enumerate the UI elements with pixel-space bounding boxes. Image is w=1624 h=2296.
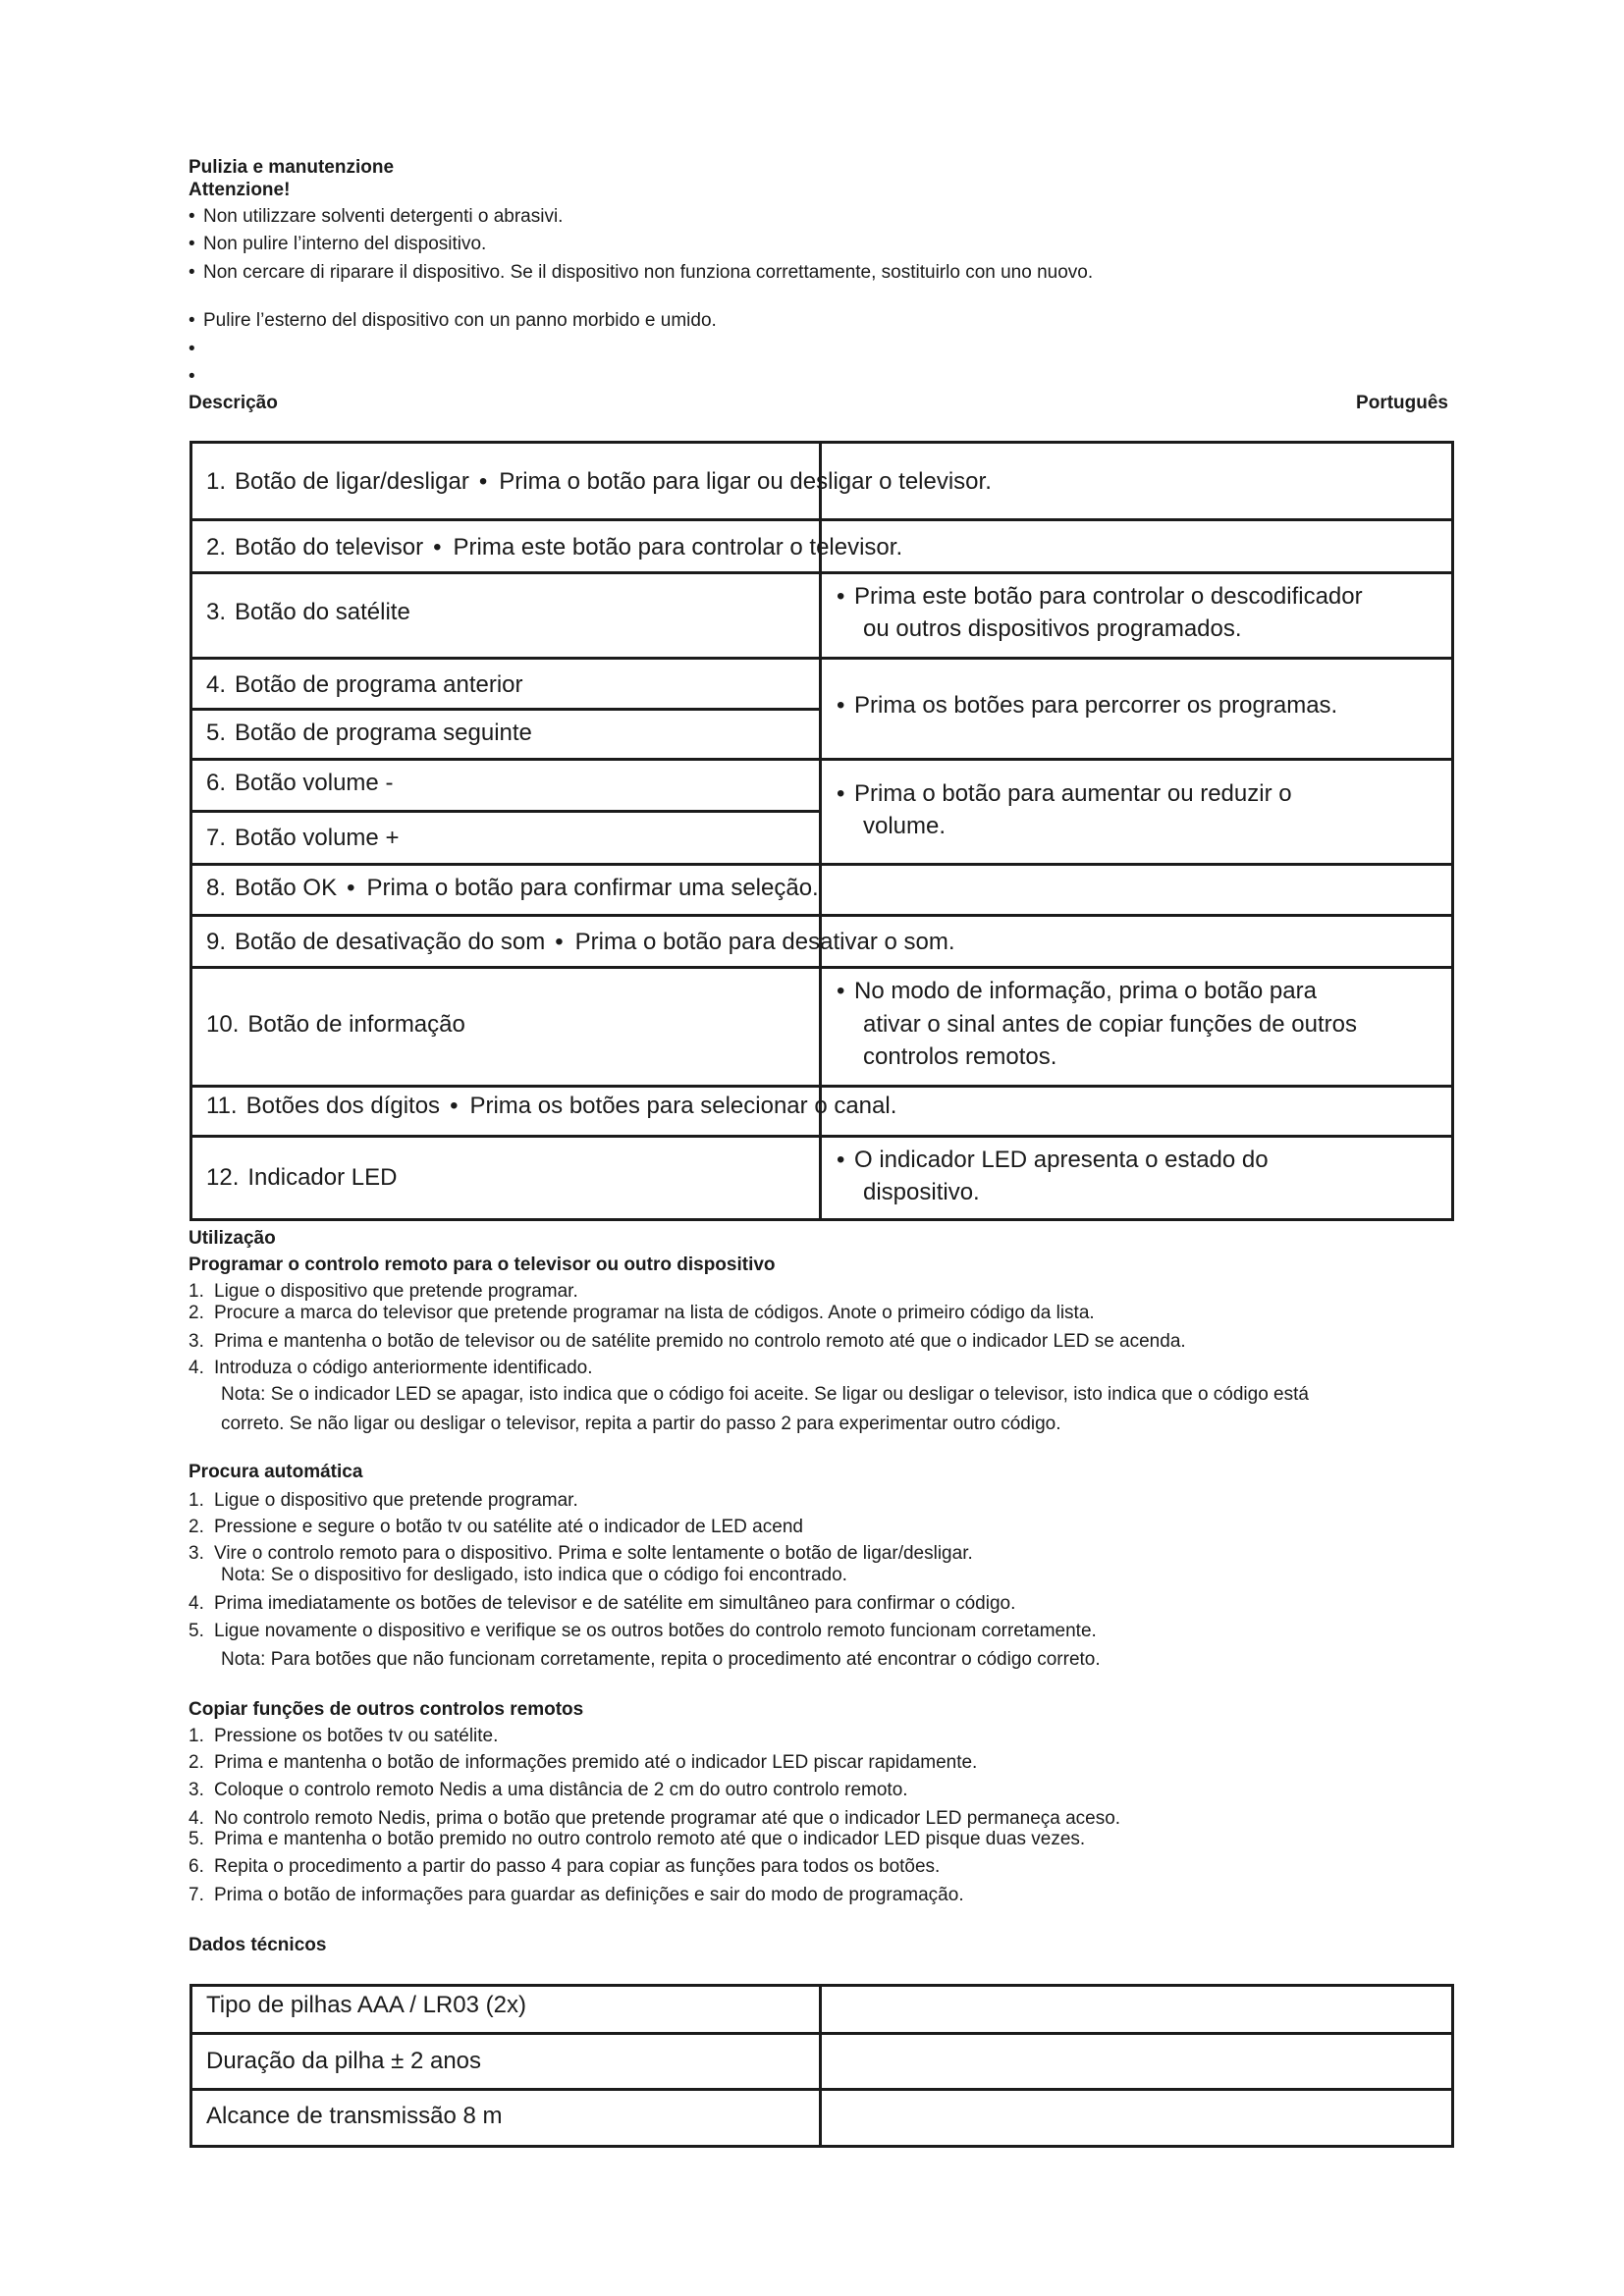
row-description-line: ativar o sinal antes de copiar funções de outros	[863, 1011, 1357, 1038]
row-description: • Prima este botão para controlar o televisor.	[423, 534, 902, 561]
specs-row: Duração da pilha ± 2 anos	[206, 2048, 482, 2074]
specs-row: Tipo de pilhas AAA / LR03 (2x)	[206, 1992, 526, 2018]
table-grid-line	[819, 1984, 822, 2148]
list-item	[189, 1330, 1186, 1353]
row-label: Botão de ligar/desligar	[235, 468, 469, 495]
note-line: Nota: Para botões que não funcionam corretamente, repita o procedimento até encontrar o código correto.	[221, 1649, 1101, 1670]
row-description-line: volume.	[863, 813, 947, 839]
table-grid-line	[189, 863, 1454, 866]
row-description-line: dispositivo.	[863, 1179, 980, 1205]
row-number: 10.	[206, 1011, 240, 1038]
row-description-line: Prima o botão para aumentar ou reduzir o	[854, 780, 1292, 807]
step-number: 3.	[189, 1543, 204, 1564]
table-row-3	[206, 599, 410, 626]
list-item	[189, 1516, 803, 1538]
specs-heading: Dados técnicos	[189, 1935, 327, 1955]
table-grid-line	[189, 758, 1454, 761]
table-row-12	[206, 1164, 397, 1192]
table-row-6	[206, 770, 393, 797]
row-number: 1.	[206, 468, 227, 495]
table-row-5	[206, 720, 532, 747]
step-text: Prima o botão de informações para guardar as definições e sair do modo de programação.	[214, 1885, 964, 1905]
cleaning-bullet	[189, 205, 563, 228]
step-text: Procure a marca do televisor que pretende programar na lista de códigos. Anote o primeiro código da lista.	[214, 1303, 1095, 1323]
step-number: 2.	[189, 1303, 204, 1323]
note-line: Nota: Se o indicador LED se apagar, isto indica que o código foi aceite. Se ligar ou desligar o televisor, isto indica que o código está	[221, 1384, 1309, 1405]
step-number: 1.	[189, 1726, 204, 1746]
table-row-1	[206, 468, 992, 496]
row-number: 9.	[206, 929, 227, 955]
step-text: Repita o procedimento a partir do passo 4 para copiar as funções para todos os botões.	[214, 1856, 941, 1877]
row-description	[837, 692, 1337, 720]
cleaning-bullet	[189, 233, 486, 255]
row-label: Botões dos dígitos	[245, 1093, 441, 1119]
step-text: Prima e mantenha o botão de televisor ou de satélite premido no controlo remoto até que o indicador LED se acenda.	[214, 1331, 1186, 1352]
table-grid-line	[189, 518, 1454, 521]
list-item	[189, 1884, 964, 1906]
care-bullet	[189, 309, 717, 332]
table-row-2	[206, 534, 902, 561]
cleaning-bullet	[189, 261, 1093, 284]
auto-search-heading: Procura automática	[189, 1462, 363, 1482]
step-number: 1.	[189, 1490, 204, 1511]
list-item	[189, 1620, 1097, 1642]
row-number: 4.	[206, 671, 227, 698]
row-label: Botão OK	[235, 875, 338, 901]
row-description-line: controlos remotos.	[863, 1043, 1057, 1070]
list-item	[189, 1779, 908, 1801]
note-line: correto. Se não ligar ou desligar o televisor, repita a partir do passo 2 para experimentar outro código.	[221, 1414, 1061, 1434]
table-grid-line	[189, 966, 1454, 969]
row-description	[837, 583, 1363, 611]
table-grid-line	[189, 1135, 1454, 1138]
step-number: 3.	[189, 1331, 204, 1352]
step-text: Ligue o dispositivo que pretende programar.	[214, 1490, 578, 1511]
table-grid-line	[189, 1085, 1454, 1088]
row-description: • Prima o botão para confirmar uma seleção.	[337, 875, 819, 901]
table-grid-line	[189, 2088, 1454, 2091]
row-number: 3.	[206, 599, 227, 625]
row-label: Botão do televisor	[235, 534, 424, 561]
bullet-text: Non cercare di riparare il dispositivo. Se il dispositivo non funziona correttamente, sostituirlo con uno nuovo.	[203, 262, 1094, 283]
table-grid-line	[189, 571, 1454, 574]
row-description-line: Prima os botões para percorrer os programas.	[854, 692, 1338, 719]
row-description: • Prima o botão para desativar o som.	[545, 929, 954, 955]
table-grid-line	[189, 914, 1454, 917]
table-grid-line	[189, 708, 822, 711]
row-number: 8.	[206, 875, 227, 901]
step-text: Prima imediatamente os botões de televisor e de satélite em simultâneo para confirmar o código.	[214, 1593, 1016, 1614]
row-label: Botão de informação	[247, 1011, 465, 1038]
list-item	[189, 1828, 1085, 1850]
row-number: 7.	[206, 825, 227, 851]
step-number: 2.	[189, 1752, 204, 1773]
row-number: 11.	[206, 1093, 238, 1119]
list-item	[189, 1592, 1015, 1615]
empty-bullet	[189, 338, 203, 360]
cleaning-title: Pulizia e manutenzione	[189, 157, 395, 178]
step-text: Vire o controlo remoto para o dispositivo. Prima e solte lentamente o botão de ligar/desligar.	[214, 1543, 973, 1564]
list-item	[189, 1542, 973, 1565]
program-heading: Programar o controlo remoto para o televisor ou outro dispositivo	[189, 1255, 776, 1275]
row-number: 2.	[206, 534, 227, 561]
table-grid-line	[189, 2032, 1454, 2035]
step-number: 5.	[189, 1621, 204, 1641]
description-heading: Descrição	[189, 393, 278, 413]
step-text: Ligue novamente o dispositivo e verifique se os outros botões do controlo remoto funcionam corretamente.	[214, 1621, 1097, 1641]
cleaning-warning: Attenzione!	[189, 180, 291, 200]
table-row-8	[206, 875, 819, 902]
row-label: Botão volume +	[235, 825, 400, 851]
step-text: Prima e mantenha o botão de informações premido até o indicador LED piscar rapidamente.	[214, 1752, 978, 1773]
step-number: 4.	[189, 1593, 204, 1614]
note-line: Nota: Se o dispositivo for desligado, isto indica que o código foi encontrado.	[221, 1565, 847, 1585]
row-label: Indicador LED	[247, 1164, 398, 1191]
list-item	[189, 1725, 498, 1747]
list-item	[189, 1807, 1120, 1830]
row-description-line: O indicador LED apresenta o estado do	[854, 1147, 1269, 1173]
step-text: Introduza o código anteriormente identificado.	[214, 1358, 593, 1378]
empty-bullet	[189, 365, 203, 388]
row-description	[837, 978, 1317, 1005]
copy-heading: Copiar funções de outros controlos remotos	[189, 1699, 584, 1720]
step-text: Prima e mantenha o botão premido no outro controlo remoto até que o indicador LED pisque duas vezes.	[214, 1829, 1086, 1849]
list-item	[189, 1855, 940, 1878]
row-description	[837, 1147, 1269, 1174]
row-description-line: ou outros dispositivos programados.	[863, 615, 1242, 642]
row-description-line: Prima este botão para controlar o descodificador	[854, 583, 1363, 610]
row-description-line: No modo de informação, prima o botão para	[854, 978, 1317, 1004]
bullet-text: Non pulire l’interno del dispositivo.	[203, 234, 487, 254]
step-number: 5.	[189, 1829, 204, 1849]
table-row-7	[206, 825, 399, 852]
row-label: Botão do satélite	[235, 599, 410, 625]
list-item	[189, 1357, 593, 1379]
row-description	[837, 780, 1292, 808]
list-item	[189, 1751, 977, 1774]
step-number: 2.	[189, 1517, 204, 1537]
list-item	[189, 1489, 578, 1512]
row-number: 5.	[206, 720, 227, 746]
step-text: Ligue o dispositivo que pretende programar.	[214, 1281, 578, 1302]
row-number: 6.	[206, 770, 227, 796]
row-label: Botão de programa anterior	[235, 671, 523, 698]
row-description: • Prima o botão para ligar ou desligar o televisor.	[469, 468, 992, 495]
table-row-11	[206, 1093, 896, 1120]
step-number: 7.	[189, 1885, 204, 1905]
row-label: Botão de programa seguinte	[235, 720, 532, 746]
specs-row: Alcance de transmissão 8 m	[206, 2103, 503, 2129]
table-row-10	[206, 1011, 465, 1039]
step-number: 4.	[189, 1358, 204, 1378]
row-number: 12.	[206, 1164, 240, 1191]
step-number: 6.	[189, 1856, 204, 1877]
step-text: No controlo remoto Nedis, prima o botão que pretende programar até que o indicador LED permaneça aceso.	[214, 1808, 1121, 1829]
list-item	[189, 1280, 578, 1303]
step-text: Pressione os botões tv ou satélite.	[214, 1726, 499, 1746]
bullet-text: Pulire l’esterno del dispositivo con un panno morbido e umido.	[203, 310, 717, 331]
row-description: • Prima os botões para selecionar o canal.	[440, 1093, 896, 1119]
step-number: 3.	[189, 1780, 204, 1800]
row-label: Botão volume -	[235, 770, 394, 796]
table-grid-line	[189, 657, 1454, 660]
language-label: Português	[1356, 393, 1448, 413]
table-row-4	[206, 671, 523, 699]
step-number: 1.	[189, 1281, 204, 1302]
step-text: Coloque o controlo remoto Nedis a uma distância de 2 cm do outro controlo remoto.	[214, 1780, 908, 1800]
step-text: Pressione e segure o botão tv ou satélite até o indicador de LED acend	[214, 1517, 803, 1537]
step-number: 4.	[189, 1808, 204, 1829]
usage-heading: Utilização	[189, 1228, 276, 1249]
list-item	[189, 1302, 1095, 1324]
bullet-text: Non utilizzare solventi detergenti o abrasivi.	[203, 206, 564, 227]
row-label: Botão de desativação do som	[235, 929, 546, 955]
table-grid-line	[189, 810, 822, 813]
table-row-9	[206, 929, 955, 956]
